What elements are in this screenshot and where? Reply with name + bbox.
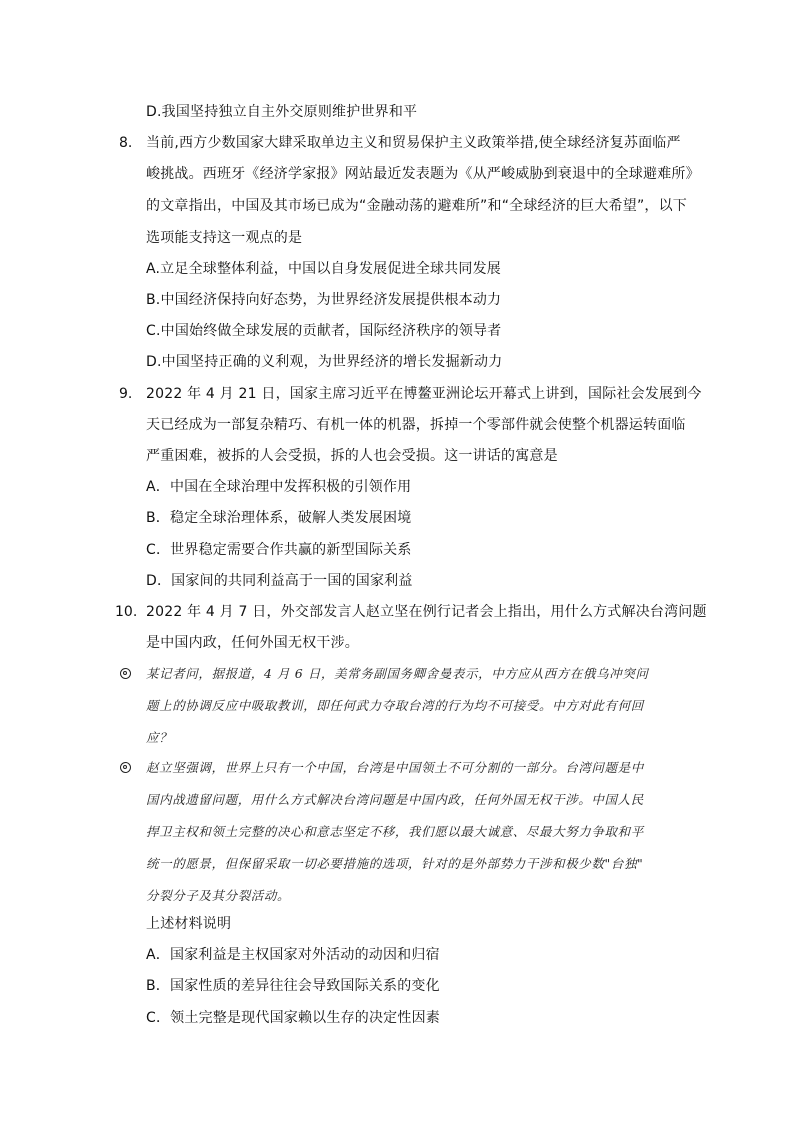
q8-stem-line-1: 当前,西方少数国家大肆采取单边主义和贸易保护主义政策举措,使全球经济复苏面临严 bbox=[146, 135, 681, 151]
q8-number: 8. bbox=[119, 135, 133, 151]
q9-stem-line-1: 2022 年 4 月 21 日，国家主席习近平在博鳌亚洲论坛开幕式上讲到，国际社会发展到今 bbox=[146, 386, 702, 402]
q10-quote2-line-1: 赵立坚强调，世界上只有一个中国，台湾是中国领土不可分割的一部分。台湾问题是中 bbox=[146, 760, 644, 775]
q10-quote2-line-2: 国内战遗留问题，用什么方式解决台湾问题是中国内政，任何外国无权干涉。中国人民 bbox=[146, 792, 644, 807]
q9-option-b: B．稳定全球治理体系，破解人类发展困境 bbox=[146, 510, 412, 526]
q10-stem-line-1: 2022 年 4 月 7 日，外交部发言人赵立坚在例行记者会上指出，用什么方式解决台湾问题 bbox=[146, 604, 707, 620]
q9-option-c: C．世界稳定需要合作共赢的新型国际关系 bbox=[146, 542, 412, 558]
q10-option-a: A．国家利益是主权国家对外活动的动因和归宿 bbox=[146, 947, 440, 963]
q8-stem-line-2: 峻挑战。西班牙《经济学家报》网站最近发表题为《从严峻威胁到衰退中的全球避难所》 bbox=[146, 166, 700, 182]
q9-option-d: D．国家间的共同利益高于一国的国家利益 bbox=[146, 573, 413, 589]
q10-quote1-line-3: 应？ bbox=[146, 730, 173, 745]
q8-option-d: D.中国坚持正确的义利观，为世界经济的增长发掘新动力 bbox=[146, 354, 503, 370]
q10-number: 10. bbox=[115, 604, 138, 620]
q9-number: 9. bbox=[119, 386, 133, 402]
q8-option-b: B.中国经济保持向好态势，为世界经济发展提供根本动力 bbox=[146, 292, 502, 308]
q8-option-c: C.中国始终做全球发展的贡献者，国际经济秩序的领导者 bbox=[146, 323, 502, 339]
q10-quote2-line-4: 统一的愿景，但保留采取一切必要措施的选项，针对的是外部势力干涉和极少数"台独" bbox=[146, 856, 644, 871]
q8-stem-line-4: 选项能支持这一观点的是 bbox=[146, 230, 303, 246]
q10-quote1-line-2: 题上的协调反应中吸取教训，即任何武力夺取台湾的行为均不可接受。中方对此有何回 bbox=[146, 698, 644, 713]
q8-stem-line-3: 的文章指出，中国及其市场已成为“金融动荡的避难所”和“全球经济的巨大希望”，以下 bbox=[146, 198, 688, 214]
q8-option-a: A.立足全球整体利益，中国以自身发展促进全球共同发展 bbox=[146, 261, 501, 277]
q10-quote2-line-3: 捍卫主权和领土完整的决心和意志坚定不移，我们愿以最大诚意、尽最大努力争取和平 bbox=[146, 824, 644, 839]
q10-quote1-line-1: 某记者问，据报道，4 月 6 日，美常务副国务卿舍曼表示，中方应从西方在俄乌冲突问 bbox=[146, 666, 649, 681]
q10-quote2-line-5: 分裂分子及其分裂活动。 bbox=[146, 888, 291, 903]
q7-option-d: D.我国坚持独立自主外交原则维护世界和平 bbox=[146, 104, 418, 120]
q10-lead: 上述材料说明 bbox=[146, 916, 232, 932]
q10-option-c: C．领土完整是现代国家赖以生存的决定性因素 bbox=[146, 1010, 440, 1026]
q9-stem-line-2: 天已经成为一部复杂精巧、有机一体的机器，拆掉一个零部件就会使整个机器运转面临 bbox=[146, 417, 686, 433]
q10-stem-line-2: 是中国内政，任何外国无权干涉。 bbox=[146, 635, 359, 651]
q10-option-b: B．国家性质的差异往往会导致国际关系的变化 bbox=[146, 978, 440, 994]
bullet-icon bbox=[120, 762, 131, 773]
bullet-icon bbox=[120, 668, 131, 679]
q9-stem-line-3: 严重困难，被拆的人会受损，拆的人也会受损。这一讲话的寓意是 bbox=[146, 448, 558, 464]
q9-option-a: A．中国在全球治理中发挥积极的引领作用 bbox=[146, 479, 412, 495]
